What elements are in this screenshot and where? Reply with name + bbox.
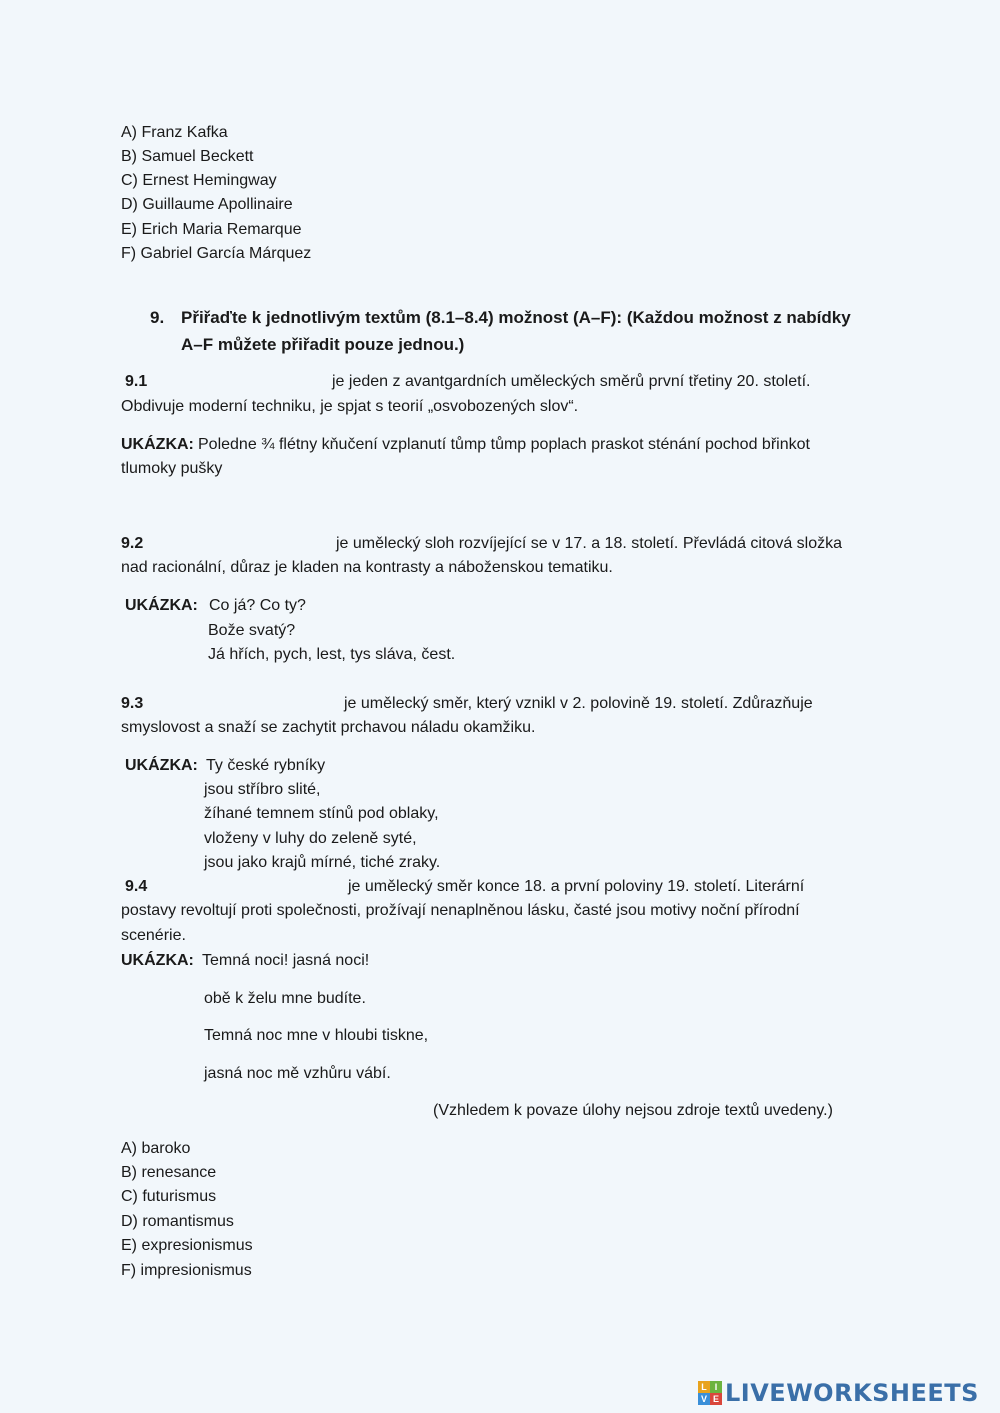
item-9-4-sample-line1: Temná noci! jasná noci!	[202, 952, 370, 969]
item-9-4-sample-label: UKÁZKA:	[121, 952, 194, 969]
logo-mark-letter-i: I	[710, 1381, 722, 1393]
logo-mark-letter-l: L	[698, 1381, 710, 1393]
item-9-2-text-line2: nad racionální, důraz je kladen na kontrasty a náboženskou tematiku.	[121, 559, 613, 576]
item-9-4-text-line3: scenérie.	[121, 927, 186, 944]
author-option-e: E) Erich Maria Remarque	[121, 221, 302, 238]
item-9-4-sample-line4: jasná noc mě vzhůru vábí.	[204, 1065, 391, 1082]
author-option-f: F) Gabriel García Márquez	[121, 245, 312, 262]
question-title-line1: Přiřaďte k jednotlivým textům (8.1–8.4) možnost (A–F): (Každou možnost z nabídky	[181, 308, 851, 327]
item-9-1-number: 9.1	[125, 373, 148, 390]
author-option-c: C) Ernest Hemingway	[121, 172, 277, 189]
item-9-4-text-line2: postavy revoltují proti společnosti, prožívají nenaplněnou lásku, časté jsou motivy noční přírodní	[121, 902, 800, 919]
item-9-3-sample-line3: žíhané temnem stínů pod oblaky,	[204, 805, 439, 822]
option-d: D) romantismus	[121, 1213, 234, 1230]
item-9-3-sample-line2: jsou stříbro slité,	[204, 781, 321, 798]
option-c: C) futurismus	[121, 1188, 217, 1205]
item-9-2-sample-line1: Co já? Co ty?	[209, 597, 306, 614]
author-option-b: B) Samuel Beckett	[121, 148, 254, 165]
option-a: A) baroko	[121, 1140, 191, 1157]
source-note: (Vzhledem k povaze úlohy nejsou zdroje textů uvedeny.)	[433, 1102, 833, 1119]
author-option-a: A) Franz Kafka	[121, 124, 228, 141]
item-9-4-text-line1: je umělecký směr konce 18. a první poloviny 19. století. Literární	[348, 878, 805, 895]
item-9-3-sample-line4: vloženy v luhy do zeleně syté,	[204, 830, 417, 847]
item-9-1-sample-line1: Poledne ¾ flétny kňučení vzplanutí tůmp tůmp poplach praskot sténání pochod břinkot	[198, 436, 810, 453]
item-9-2-sample-line3: Já hřích, pych, lest, tys sláva, čest.	[208, 646, 456, 663]
option-f: F) impresionismus	[121, 1262, 252, 1279]
item-9-3-text-line1: je umělecký směr, který vznikl v 2. polovině 19. století. Zdůrazňuje	[344, 695, 813, 712]
item-9-3-sample-line1: Ty české rybníky	[206, 757, 326, 774]
question-number: 9.	[150, 308, 165, 327]
item-9-4-sample-line2: obě k želu mne budíte.	[204, 990, 366, 1007]
item-9-2-sample-label: UKÁZKA:	[125, 597, 198, 614]
logo-mark-letter-e: E	[710, 1393, 722, 1405]
item-9-3-number: 9.3	[121, 695, 144, 712]
item-9-1-text-line1: je jeden z avantgardních uměleckých směrů první třetiny 20. století.	[332, 373, 811, 390]
item-9-1-text-line2: Obdivuje moderní techniku, je spjat s teorií „osvobozených slov“.	[121, 398, 579, 415]
option-e: E) expresionismus	[121, 1237, 253, 1254]
item-9-2-text-line1: je umělecký sloh rozvíjející se v 17. a 18. století. Převládá citová složka	[336, 535, 843, 552]
option-b: B) renesance	[121, 1164, 217, 1181]
author-option-d: D) Guillaume Apollinaire	[121, 196, 293, 213]
logo-mark-letter-v: V	[698, 1393, 710, 1405]
liveworksheets-logo-text: LIVEWORKSHEETS	[725, 1379, 979, 1407]
item-9-3-sample-line5: jsou jako krajů mírné, tiché zraky.	[204, 854, 441, 871]
item-9-4-sample-line3: Temná noc mne v hloubi tiskne,	[204, 1027, 429, 1044]
item-9-1-sample-line2: tlumoky pušky	[121, 460, 223, 477]
item-9-1-sample-label: UKÁZKA:	[121, 436, 194, 453]
item-9-4-number: 9.4	[125, 878, 148, 895]
question-title-line2: A–F můžete přiřadit pouze jednou.)	[181, 335, 465, 354]
item-9-3-text-line2: smyslovost a snaží se zachytit prchavou náladu okamžiku.	[121, 719, 536, 736]
liveworksheets-logo	[698, 1378, 979, 1408]
item-9-2-sample-line2: Bože svatý?	[208, 622, 296, 639]
item-9-2-number: 9.2	[121, 535, 144, 552]
item-9-3-sample-label: UKÁZKA:	[125, 757, 198, 774]
liveworksheets-logo-icon	[698, 1381, 722, 1405]
